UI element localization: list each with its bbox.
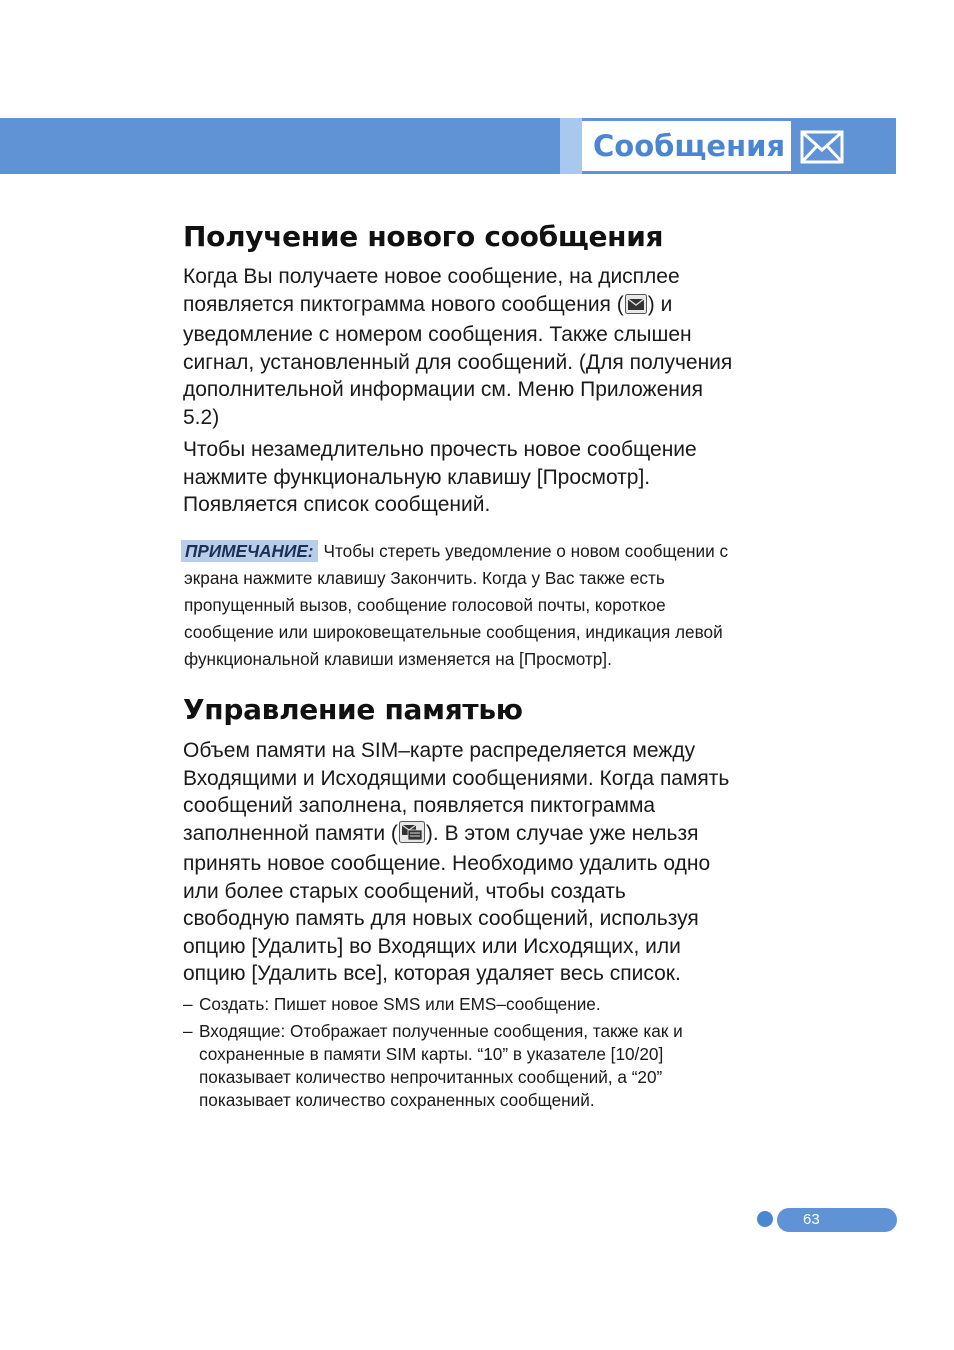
note-line: функциональной клавиши изменяется на [Просмотр]. xyxy=(184,649,612,669)
note-line: экрана нажмите клавишу Закончить. Когда у Вас также есть xyxy=(184,568,665,588)
page-number-dot xyxy=(757,1211,773,1227)
page-title: Сообщения xyxy=(593,129,786,163)
page-number: 63 xyxy=(777,1208,897,1232)
list-text: показывает количество сохраненных сообщений. xyxy=(199,1090,595,1110)
text-line: ). В этом случае уже нельзя xyxy=(425,821,699,845)
section-heading-new-message: Получение нового сообщения xyxy=(183,220,664,253)
text-line: нажмите функциональную клавишу [Просмотр]. xyxy=(183,465,651,489)
note-text: Чтобы стереть уведомление о новом сообщении с xyxy=(323,541,729,561)
envelope-icon xyxy=(800,130,844,164)
header-title-box xyxy=(582,121,791,171)
section-heading-memory: Управление памятью xyxy=(183,693,523,726)
text-line: заполненной памяти ( xyxy=(183,821,398,845)
paragraph-new-message xyxy=(183,263,783,431)
text-line: уведомление с номером сообщения. Также слышен xyxy=(183,323,692,346)
list-text: Создать: Пишет новое SMS или EMS–сообщение. xyxy=(199,994,601,1014)
text-line: Объем памяти на SIM–карте распределяется между xyxy=(183,739,696,762)
text-line: свободную память для новых сообщений, используя xyxy=(183,907,699,930)
text-line: Входящими и Исходящими сообщениями. Когда память xyxy=(183,766,730,790)
list-text: сохраненные в памяти SIM карты. “10” в указателе [10/20] xyxy=(199,1044,664,1064)
header-accent-stripe xyxy=(560,118,582,174)
note-label: ПРИМЕЧАНИЕ: xyxy=(181,540,318,562)
note-line xyxy=(181,538,781,565)
list-item-inbox xyxy=(183,1020,783,1112)
text-line: Когда Вы получаете новое сообщение, на дисплее xyxy=(183,265,680,288)
text-line: опцию [Удалить] во Входящих или Исходящих, или xyxy=(183,934,681,958)
text-line: Появляется список сообщений. xyxy=(183,493,491,516)
memory-full-icon xyxy=(399,821,425,851)
text-line: опцию [Удалить все], которая удаляет весь список. xyxy=(183,962,681,985)
note-line: сообщение или широковещательные сообщения, индикация левой xyxy=(184,622,723,642)
text-line: сообщений заполнена, появляется пиктограмма xyxy=(183,794,656,817)
new-message-icon xyxy=(625,294,647,322)
list-text: Входящие: Отображает полученные сообщения, также как и xyxy=(199,1021,683,1041)
list-text: показывает количество непрочитанных сообщений, а “20” xyxy=(199,1067,663,1087)
options-list xyxy=(183,993,783,1116)
paragraph-view-message xyxy=(183,436,783,519)
list-item-create xyxy=(183,993,783,1016)
list-dash: – xyxy=(183,994,193,1014)
note-block xyxy=(181,538,781,673)
text-line: Чтобы незамедлительно прочесть новое сообщение xyxy=(183,438,697,461)
text-line: ) и xyxy=(647,292,673,316)
text-line: дополнительной информации см. Меню Приложения xyxy=(183,378,703,401)
note-line: пропущенный вызов, сообщение голосовой почты, короткое xyxy=(184,595,666,615)
text-line: или более старых сообщений, чтобы создать xyxy=(183,879,626,903)
text-line: сигнал, установленный для сообщений. (Для получения xyxy=(183,350,733,374)
text-line: появляется пиктограмма нового сообщения ( xyxy=(183,292,624,316)
text-line: принять новое сообщение. Необходимо удалить одно xyxy=(183,852,711,875)
paragraph-memory xyxy=(183,737,783,988)
list-dash: – xyxy=(183,1021,193,1041)
text-line: 5.2) xyxy=(183,405,220,429)
